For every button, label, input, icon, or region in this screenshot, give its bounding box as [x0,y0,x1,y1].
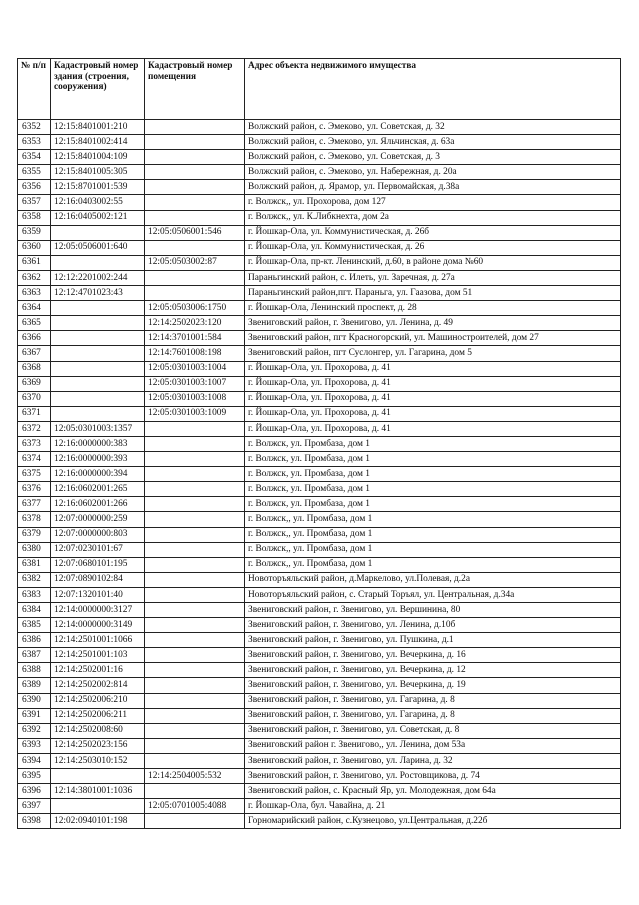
building-cadastral-cell: 12:07:0680101:195 [51,557,145,572]
building-cadastral-cell: 12:05:0301003:1357 [51,421,145,436]
row-number-cell: 6382 [18,572,51,587]
table-row [18,497,621,512]
building-cadastral-cell: 12:14:2502002:814 [51,678,145,693]
building-cadastral-cell [51,225,145,240]
address-cell: Звениговский район, г. Звенигово, ул. Гагарина, д. 8 [245,693,621,708]
row-number-cell: 6369 [18,376,51,391]
building-cadastral-cell: 12:16:0000000:393 [51,452,145,467]
table-row [18,799,621,814]
address-cell: Звениговский район, г. Звенигово, ул. Гагарина, д. 8 [245,708,621,723]
building-cadastral-cell: 12:14:0000000:3149 [51,618,145,633]
address-cell: Волжский район, с. Эмеково, ул. Советская, д. 32 [245,120,621,135]
building-cadastral-cell: 12:12:4701023:43 [51,286,145,301]
premises-cadastral-cell: 12:05:0503006:1750 [145,301,245,316]
row-number-cell: 6383 [18,587,51,602]
address-cell: Горномарийский район, с.Кузнецово, ул.Центральная, д.22б [245,814,621,829]
premises-cadastral-cell [145,557,245,572]
row-number-cell: 6388 [18,663,51,678]
row-number-cell: 6357 [18,195,51,210]
address-cell: г. Йошкар-Ола, ул. Коммунистическая, д. 26 [245,240,621,255]
table-row [18,240,621,255]
table-row [18,316,621,331]
row-number-cell: 6367 [18,346,51,361]
building-cadastral-cell [51,331,145,346]
row-number-cell: 6371 [18,406,51,421]
row-number-cell: 6394 [18,753,51,768]
row-number-cell: 6370 [18,391,51,406]
premises-cadastral-cell [145,678,245,693]
row-number-cell: 6358 [18,210,51,225]
table-row [18,180,621,195]
premises-cadastral-cell [145,618,245,633]
address-cell: г. Йошкар-Ола, бул. Чавайна, д. 21 [245,799,621,814]
row-number-cell: 6355 [18,165,51,180]
premises-cadastral-cell [145,784,245,799]
address-cell: г. Волжск,, ул. Прохорова, дом 127 [245,195,621,210]
table-row [18,135,621,150]
building-cadastral-cell: 12:14:2502001:16 [51,663,145,678]
row-number-cell: 6398 [18,814,51,829]
building-cadastral-cell: 12:15:8701001:539 [51,180,145,195]
table-row [18,753,621,768]
premises-cadastral-cell [145,663,245,678]
table-row [18,648,621,663]
building-cadastral-cell [51,316,145,331]
address-cell: Звениговский район, г. Звенигово, ул. Ларина, д. 32 [245,753,621,768]
address-cell: г. Йошкар-Ола, ул. Прохорова, д. 41 [245,421,621,436]
premises-cadastral-cell [145,814,245,829]
premises-cadastral-cell [145,195,245,210]
row-number-cell: 6377 [18,497,51,512]
table-row [18,723,621,738]
premises-cadastral-cell [145,165,245,180]
premises-cadastral-cell [145,572,245,587]
address-cell: Звениговский район, пгт Красногорский, ул. Машиностроителей, дом 27 [245,331,621,346]
premises-cadastral-cell [145,150,245,165]
row-number-cell: 6392 [18,723,51,738]
row-number-cell: 6379 [18,527,51,542]
table-row [18,557,621,572]
premises-cadastral-cell [145,693,245,708]
row-number-cell: 6364 [18,301,51,316]
table-row [18,678,621,693]
table-row [18,618,621,633]
premises-cadastral-cell [145,648,245,663]
address-cell: г. Волжск, ул. Промбаза, дом 1 [245,467,621,482]
building-cadastral-cell: 12:07:0000000:259 [51,512,145,527]
premises-cadastral-cell: 12:05:0301003:1009 [145,406,245,421]
premises-cadastral-cell [145,286,245,301]
address-cell: Волжский район, с. Эмеково, ул. Советская, д. 3 [245,150,621,165]
premises-cadastral-cell [145,527,245,542]
premises-cadastral-cell: 12:05:0506001:546 [145,225,245,240]
row-number-cell: 6359 [18,225,51,240]
building-cadastral-cell: 12:14:2502008:60 [51,723,145,738]
premises-cadastral-cell [145,633,245,648]
building-cadastral-cell: 12:14:0000000:3127 [51,603,145,618]
row-number-cell: 6378 [18,512,51,527]
building-cadastral-cell: 12:14:2502006:211 [51,708,145,723]
table-row [18,708,621,723]
building-cadastral-cell: 12:12:2201002:244 [51,270,145,285]
header-property-address: Адрес объекта недвижимого имущества [245,59,621,120]
building-cadastral-cell: 12:15:8401002:414 [51,135,145,150]
header-building-cadastral-number: Кадастровый номер здания (строения, сооружения) [51,59,145,120]
premises-cadastral-cell [145,603,245,618]
address-cell: г. Волжск, ул. Промбаза, дом 1 [245,436,621,451]
address-cell: г. Йошкар-Ола, Ленинский проспект, д. 28 [245,301,621,316]
premises-cadastral-cell [145,753,245,768]
premises-cadastral-cell [145,180,245,195]
premises-cadastral-cell [145,120,245,135]
table-row [18,814,621,829]
address-cell: г. Йошкар-Ола, ул. Коммунистическая, д. 26б [245,225,621,240]
address-cell: Новоторъяльский район, с. Старый Торъял, ул. Центральная, д.34а [245,587,621,602]
building-cadastral-cell: 12:16:0000000:394 [51,467,145,482]
address-cell: г. Йошкар-Ола, ул. Прохорова, д. 41 [245,391,621,406]
building-cadastral-cell [51,799,145,814]
address-cell: г. Волжск, ул. Промбаза, дом 1 [245,452,621,467]
building-cadastral-cell: 12:15:8401005:305 [51,165,145,180]
building-cadastral-cell: 12:07:0230101:67 [51,542,145,557]
premises-cadastral-cell: 12:14:3701001:584 [145,331,245,346]
address-cell: г. Йошкар-Ола, ул. Прохорова, д. 41 [245,361,621,376]
row-number-cell: 6381 [18,557,51,572]
row-number-cell: 6397 [18,799,51,814]
table-row [18,633,621,648]
row-number-cell: 6354 [18,150,51,165]
address-cell: г. Волжск, ул. Промбаза, дом 1 [245,497,621,512]
table-row [18,452,621,467]
building-cadastral-cell: 12:14:2502023:156 [51,738,145,753]
building-cadastral-cell: 12:16:0602001:265 [51,482,145,497]
address-cell: Звениговский район г. Звенигово,, ул. Ленина, дом 53а [245,738,621,753]
table-row [18,195,621,210]
row-number-cell: 6396 [18,784,51,799]
building-cadastral-cell: 12:16:0403002:55 [51,195,145,210]
row-number-cell: 6395 [18,769,51,784]
table-row [18,270,621,285]
table-row [18,391,621,406]
building-cadastral-cell [51,301,145,316]
row-number-cell: 6386 [18,633,51,648]
row-number-cell: 6353 [18,135,51,150]
table-row [18,738,621,753]
building-cadastral-cell: 12:15:8401004:109 [51,150,145,165]
building-cadastral-cell: 12:16:0602001:266 [51,497,145,512]
address-cell: г. Волжск,, ул. Промбаза, дом 1 [245,527,621,542]
table-row [18,512,621,527]
building-cadastral-cell: 12:14:3801001:1036 [51,784,145,799]
table-row [18,301,621,316]
address-cell: Волжский район, д. Ярамор, ул. Первомайская, д.38а [245,180,621,195]
address-cell: Звениговский район, г. Звенигово, ул. Вечеркина, д. 12 [245,663,621,678]
row-number-cell: 6361 [18,255,51,270]
row-number-cell: 6360 [18,240,51,255]
table-row [18,542,621,557]
building-cadastral-cell [51,376,145,391]
premises-cadastral-cell [145,512,245,527]
table-row [18,255,621,270]
building-cadastral-cell: 12:07:0000000:803 [51,527,145,542]
row-number-cell: 6387 [18,648,51,663]
row-number-cell: 6372 [18,421,51,436]
row-number-cell: 6384 [18,603,51,618]
address-cell: г. Волжск,, ул. Промбаза, дом 1 [245,512,621,527]
table-row [18,693,621,708]
building-cadastral-cell [51,346,145,361]
row-number-cell: 6356 [18,180,51,195]
row-number-cell: 6376 [18,482,51,497]
table-row [18,784,621,799]
premises-cadastral-cell [145,452,245,467]
address-cell: Звениговский район, г. Звенигово, ул. Вершинина, 80 [245,603,621,618]
table-header-row [18,59,621,120]
address-cell: Звениговский район, г. Звенигово, ул. Ленина, д. 49 [245,316,621,331]
premises-cadastral-cell [145,738,245,753]
address-cell: Звениговский район, г. Звенигово, ул. Вечеркина, д. 19 [245,678,621,693]
row-number-cell: 6375 [18,467,51,482]
building-cadastral-cell: 12:14:2501001:103 [51,648,145,663]
table-row [18,331,621,346]
table-row [18,286,621,301]
table-row [18,361,621,376]
address-cell: г. Йошкар-Ола, пр-кт. Ленинский, д.60, в районе дома №60 [245,255,621,270]
premises-cadastral-cell [145,270,245,285]
header-premises-cadastral-number: Кадастровый номер помещения [145,59,245,120]
address-cell: г. Волжск, ул. Промбаза, дом 1 [245,482,621,497]
premises-cadastral-cell: 12:14:2502023:120 [145,316,245,331]
table-row [18,406,621,421]
address-cell: г. Йошкар-Ола, ул. Прохорова, д. 41 [245,376,621,391]
address-cell: Волжский район, с. Эмеково, ул. Набережная, д. 20а [245,165,621,180]
building-cadastral-cell [51,391,145,406]
address-cell: Звениговский район, пгт Суслонгер, ул. Гагарина, дом 5 [245,346,621,361]
row-number-cell: 6389 [18,678,51,693]
row-number-cell: 6385 [18,618,51,633]
table-row [18,376,621,391]
address-cell: Звениговский район, г. Звенигово, ул. Советская, д. 8 [245,723,621,738]
premises-cadastral-cell: 12:05:0701005:4088 [145,799,245,814]
table-row [18,225,621,240]
row-number-cell: 6363 [18,286,51,301]
row-number-cell: 6366 [18,331,51,346]
table-row [18,421,621,436]
premises-cadastral-cell [145,135,245,150]
building-cadastral-cell: 12:14:2502006:210 [51,693,145,708]
table-row [18,482,621,497]
address-cell: г. Йошкар-Ола, ул. Прохорова, д. 41 [245,406,621,421]
table-row [18,120,621,135]
address-cell: Звениговский район, с. Красный Яр, ул. Молодежная, дом 64а [245,784,621,799]
row-number-cell: 6368 [18,361,51,376]
premises-cadastral-cell: 12:14:2504005:532 [145,769,245,784]
premises-cadastral-cell [145,723,245,738]
row-number-cell: 6380 [18,542,51,557]
address-cell: г. Волжск,, ул. К.Либкнехта, дом 2а [245,210,621,225]
row-number-cell: 6352 [18,120,51,135]
table-row [18,346,621,361]
premises-cadastral-cell [145,497,245,512]
row-number-cell: 6362 [18,270,51,285]
table-row [18,603,621,618]
address-cell: г. Волжск,, ул. Промбаза, дом 1 [245,557,621,572]
address-cell: Звениговский район, г. Звенигово, ул. Ленина, д.10б [245,618,621,633]
premises-cadastral-cell: 12:05:0301003:1008 [145,391,245,406]
building-cadastral-cell: 12:05:0506001:640 [51,240,145,255]
building-cadastral-cell [51,361,145,376]
table-row [18,527,621,542]
table-row [18,663,621,678]
building-cadastral-cell [51,255,145,270]
table-row [18,467,621,482]
table-row [18,165,621,180]
address-cell: Новоторъяльский район, д.Маркелово, ул.Полевая, д.2а [245,572,621,587]
premises-cadastral-cell: 12:05:0503002:87 [145,255,245,270]
building-cadastral-cell: 12:16:0000000:383 [51,436,145,451]
building-cadastral-cell [51,406,145,421]
row-number-cell: 6374 [18,452,51,467]
table-row [18,436,621,451]
premises-cadastral-cell [145,467,245,482]
table-row [18,150,621,165]
table-body [18,120,621,829]
building-cadastral-cell: 12:16:0405002:121 [51,210,145,225]
address-cell: Звениговский район, г. Звенигово, ул. Пушкина, д.1 [245,633,621,648]
premises-cadastral-cell [145,587,245,602]
building-cadastral-cell: 12:07:1320101:40 [51,587,145,602]
building-cadastral-cell: 12:14:2503010:152 [51,753,145,768]
row-number-cell: 6393 [18,738,51,753]
building-cadastral-cell [51,769,145,784]
premises-cadastral-cell [145,436,245,451]
premises-cadastral-cell: 12:05:0301003:1007 [145,376,245,391]
premises-cadastral-cell [145,210,245,225]
building-cadastral-cell: 12:15:8401001:210 [51,120,145,135]
premises-cadastral-cell [145,708,245,723]
row-number-cell: 6391 [18,708,51,723]
premises-cadastral-cell [145,421,245,436]
table-header [18,59,621,120]
table-row [18,572,621,587]
building-cadastral-cell: 12:02:0940101:198 [51,814,145,829]
row-number-cell: 6373 [18,436,51,451]
address-cell: Параньгинский район, с. Илеть, ул. Заречная, д. 27а [245,270,621,285]
address-cell: г. Волжск,, ул. Промбаза, дом 1 [245,542,621,557]
address-cell: Волжский район, с. Эмеково, ул. Яльчинская, д. 63а [245,135,621,150]
premises-cadastral-cell [145,240,245,255]
building-cadastral-cell: 12:14:2501001:1066 [51,633,145,648]
header-row-number: № п/п [18,59,51,120]
property-registry-table [17,58,621,829]
table-row [18,587,621,602]
table-row [18,769,621,784]
premises-cadastral-cell: 12:14:7601008:198 [145,346,245,361]
table-row [18,210,621,225]
address-cell: Параньгинский район,пгт. Параньга, ул. Гаазова, дом 51 [245,286,621,301]
premises-cadastral-cell [145,542,245,557]
premises-cadastral-cell: 12:05:0301003:1004 [145,361,245,376]
building-cadastral-cell: 12:07:0890102:84 [51,572,145,587]
address-cell: Звениговский район, г. Звенигово, ул. Ростовщикова, д. 74 [245,769,621,784]
premises-cadastral-cell [145,482,245,497]
row-number-cell: 6390 [18,693,51,708]
address-cell: Звениговский район, г. Звенигово, ул. Вечеркина, д. 16 [245,648,621,663]
row-number-cell: 6365 [18,316,51,331]
